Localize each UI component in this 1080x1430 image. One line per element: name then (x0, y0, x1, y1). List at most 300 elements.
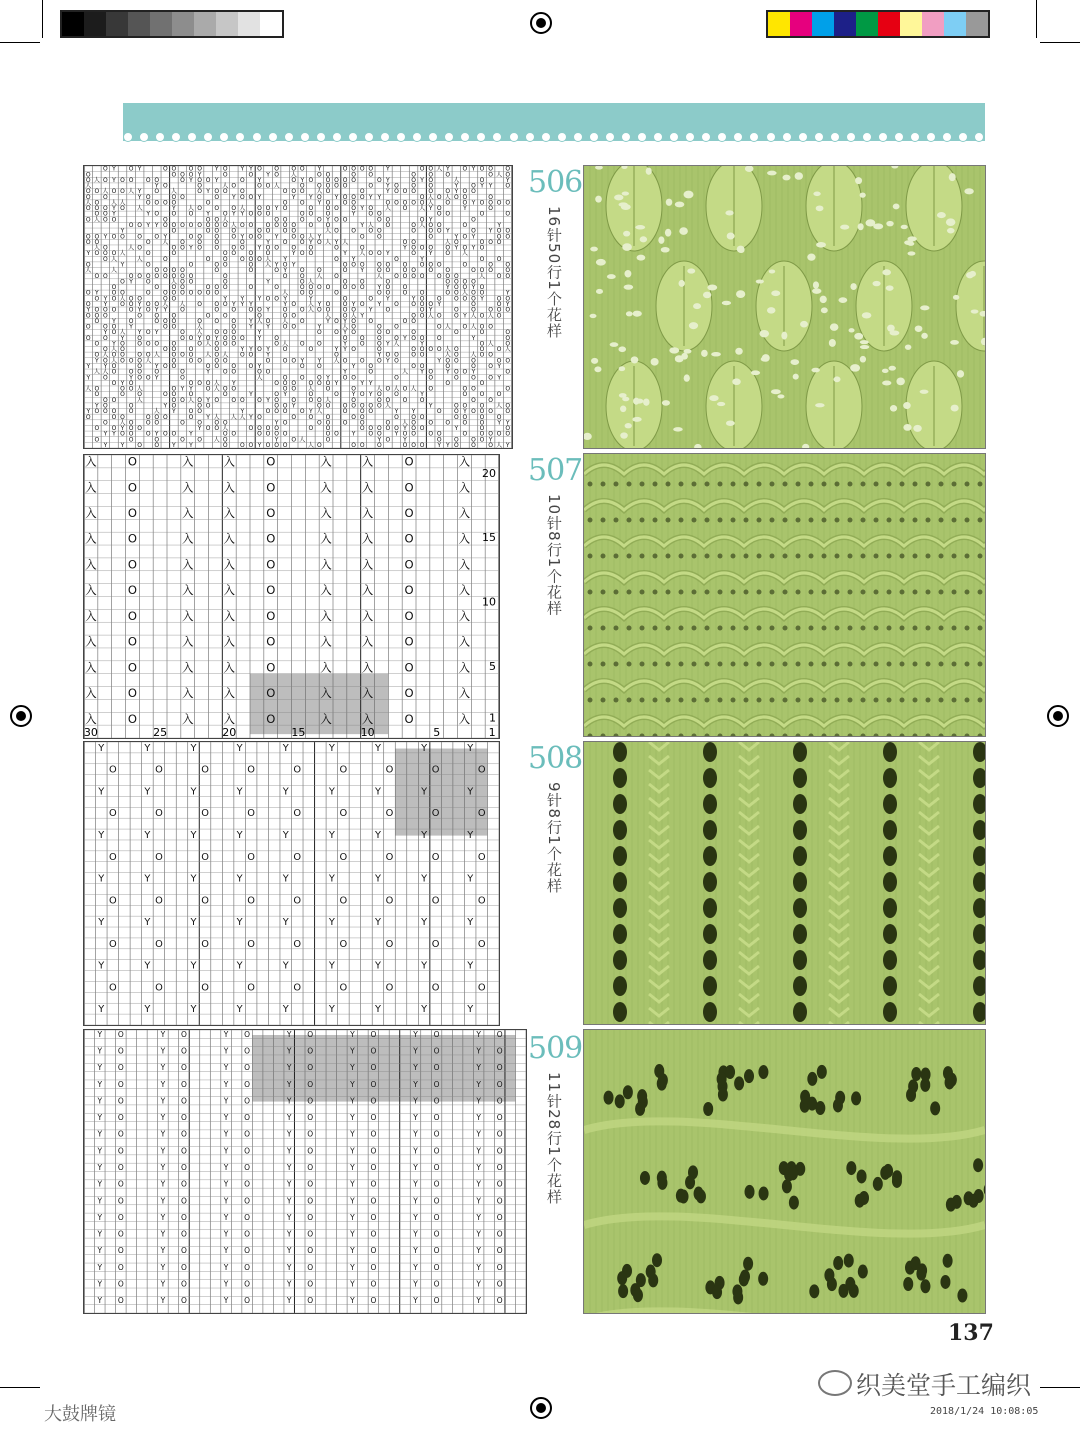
stitch-symbol: O (188, 261, 194, 269)
stitch-symbol: 人 (93, 244, 100, 252)
eyelet (620, 432, 628, 438)
stitch-symbol: O (274, 171, 279, 179)
stitch-symbol: Y (86, 408, 91, 416)
eyelet (795, 172, 803, 180)
stitch-symbol: O (477, 938, 486, 950)
stitch-symbol: 入 (361, 506, 374, 521)
stitch-symbol: Y (454, 244, 459, 252)
stitch-symbol: Y (428, 205, 433, 213)
stitch-symbol: O (317, 306, 322, 314)
stitch-symbol: O (108, 808, 117, 820)
stitch-symbol: Y (467, 1004, 474, 1016)
stitch-symbol: O (231, 205, 237, 213)
stitch-symbol: O (428, 188, 434, 196)
eyelet (835, 662, 840, 667)
stitch-symbol: O (282, 385, 288, 393)
stitch-symbol: Y (223, 1212, 229, 1222)
stitch-symbol: O (265, 357, 271, 365)
stitch-symbol: O (94, 250, 100, 258)
stitch-symbol: 入 (320, 557, 332, 572)
stitch-symbol: O (145, 199, 151, 207)
stitch-symbol: O (404, 455, 414, 469)
stitch-symbol: O (370, 1063, 377, 1073)
stitch-symbol: Y (98, 960, 105, 972)
stitch-symbol: O (197, 205, 202, 213)
eyelet (783, 626, 788, 631)
stitch-symbol: Y (413, 1079, 418, 1089)
stitch-symbol: O (385, 284, 391, 292)
stitch-symbol: O (188, 334, 194, 342)
eyelet (861, 482, 866, 487)
eyelet (731, 698, 736, 703)
eyelet (939, 590, 944, 595)
stitch-symbol: O (419, 295, 425, 303)
stitch-symbol: O (342, 374, 348, 382)
stitch-symbol: 入 (85, 608, 97, 623)
stitch-symbol: O (205, 284, 211, 292)
stitch-symbol: O (94, 436, 100, 444)
stitch-symbol: Y (86, 250, 91, 258)
stitch-symbol: Y (144, 917, 151, 929)
stitch-symbol: O (419, 425, 425, 433)
stitch-symbol: O (214, 363, 220, 371)
eyelet (939, 518, 944, 523)
stitch-symbol: O (496, 1229, 503, 1239)
stitch-symbol: 入 (181, 506, 194, 521)
stitch-symbol: O (453, 436, 459, 444)
stitch-symbol: O (117, 1046, 124, 1056)
stitch-symbol: O (308, 250, 314, 258)
stitch-symbol: O (181, 1030, 187, 1039)
stitch-symbol: O (359, 284, 365, 292)
eyelet (873, 223, 883, 229)
eyelet (978, 662, 983, 667)
eyelet (900, 662, 905, 667)
stitch-symbol: O (244, 1163, 251, 1173)
stitch-symbol: O (496, 1113, 503, 1123)
stitch-symbol: O (247, 982, 256, 994)
stitch-symbol: Y (160, 1146, 166, 1156)
stitch-symbol: O (436, 272, 442, 280)
stitch-symbol: O (248, 425, 254, 433)
stitch-symbol: O (291, 227, 297, 235)
eyelet (920, 1279, 930, 1293)
stitch-symbol: O (239, 396, 245, 404)
stitch-symbol: O (433, 1296, 440, 1306)
eyelet (900, 482, 905, 487)
stitch-symbol: Y (343, 346, 347, 354)
stitch-symbol: Y (231, 379, 236, 387)
stitch-symbol: O (181, 1046, 187, 1056)
stitch-symbol: Y (97, 1046, 103, 1056)
stitch-symbol: O (299, 182, 305, 190)
stitch-symbol: Y (98, 786, 105, 798)
stitch-symbol: O (127, 660, 137, 675)
stitch-symbol: O (471, 289, 476, 297)
stitch-symbol: Y (137, 306, 142, 314)
stitch-symbol: O (181, 1096, 187, 1106)
stitch-symbol: O (171, 402, 177, 410)
eyelet (860, 356, 866, 363)
stitch-symbol: O (282, 306, 288, 314)
stitch-symbol: O (120, 357, 125, 365)
column-label: 30 (84, 726, 98, 738)
eyelet (681, 353, 688, 360)
stitch-symbol: O (462, 385, 468, 393)
stitch-symbol: O (257, 368, 262, 376)
stitch-symbol: 入 (320, 506, 332, 521)
eyelet (782, 1179, 792, 1193)
stitch-symbol: O (120, 188, 125, 196)
stitch-symbol: O (496, 1046, 503, 1056)
crop-mark (1040, 1387, 1080, 1388)
stitch-symbol: O (145, 419, 151, 427)
stitch-symbol: O (94, 238, 100, 246)
stitch-symbol: O (351, 166, 357, 173)
stitch-symbol: O (479, 312, 485, 320)
eyelet (905, 344, 912, 349)
eyelet (822, 590, 827, 595)
stitch-symbol: Y (368, 306, 373, 314)
stitch-symbol: O (171, 295, 177, 303)
eyelet (679, 280, 685, 287)
stitch-symbol: Y (240, 408, 245, 416)
stitch-symbol: O (334, 430, 339, 438)
eyelet (883, 924, 897, 944)
lace-dot (252, 132, 262, 142)
stitch-symbol: O (462, 233, 468, 241)
stitch-symbol: 入 (361, 480, 374, 495)
eyelet (622, 243, 632, 251)
eyelet (965, 518, 970, 523)
stitch-symbol: O (247, 895, 256, 907)
stitch-symbol: O (351, 227, 357, 235)
stitch-symbol: Y (368, 193, 373, 201)
stitch-symbol: Y (129, 374, 133, 382)
eyelet (744, 554, 749, 559)
stitch-symbol: O (445, 250, 451, 258)
stitch-symbol: O (162, 289, 168, 297)
stitch-symbol: O (128, 419, 134, 427)
stitch-symbol: Y (266, 306, 270, 314)
stitch-symbol: O (205, 385, 211, 393)
eyelet (705, 518, 710, 523)
eyelet (893, 204, 900, 210)
stitch-symbol: O (419, 334, 425, 342)
stitch-symbol: O (274, 284, 279, 292)
stitch-symbol: O (120, 351, 125, 359)
eyelet (684, 191, 694, 199)
stitch-symbol: O (436, 210, 442, 218)
stitch-symbol: O (239, 188, 245, 196)
stitch-symbol: Y (154, 374, 159, 382)
stitch-symbol: Y (257, 441, 262, 448)
stitch-symbol: O (431, 895, 440, 907)
stitch-symbol: 人 (376, 385, 383, 393)
stitch-symbol: O (244, 1196, 251, 1206)
stitch-symbol: 人 (136, 385, 143, 393)
stitch-symbol: O (445, 363, 451, 371)
stitch-symbol: O (137, 233, 143, 241)
stitch-symbol: O (127, 711, 137, 726)
stitch-symbol: O (496, 1063, 503, 1073)
stitch-symbol: Y (97, 1212, 103, 1222)
stitch-symbol: O (342, 176, 348, 184)
stitch-symbol: O (154, 436, 160, 444)
stitch-symbol: O (453, 306, 459, 314)
eyelet (857, 1169, 867, 1183)
eyelet (851, 1091, 861, 1105)
stitch-symbol: O (433, 1030, 440, 1039)
stitch-symbol: O (462, 391, 468, 399)
stitch-symbol: O (436, 193, 442, 201)
eyelet (596, 289, 603, 294)
stitch-symbol: 入 (320, 711, 332, 726)
stitch-symbol: O (282, 238, 288, 246)
stitch-symbol: Y (112, 317, 116, 325)
stitch-symbol: O (248, 261, 254, 269)
stitch-symbol: O (307, 1063, 314, 1073)
stitch-symbol: O (244, 1113, 251, 1123)
eyelet (957, 1289, 967, 1303)
stitch-symbol: O (368, 205, 374, 213)
stitch-symbol: O (274, 425, 279, 433)
stitch-symbol: O (145, 193, 151, 201)
eyelet (767, 307, 776, 313)
stitch-symbol: O (428, 171, 434, 179)
stitch-symbol: 人 (427, 199, 434, 207)
stitch-symbol: O (201, 938, 209, 950)
eyelet (887, 626, 892, 631)
stitch-symbol: O (222, 261, 228, 269)
eyelet (916, 1267, 926, 1281)
eyelet (793, 872, 807, 892)
stitch-symbol: Y (350, 1146, 355, 1156)
eyelet (744, 1069, 754, 1083)
eyelet (756, 279, 764, 283)
stitch-symbol: O (94, 385, 100, 393)
stitch-symbol: O (111, 306, 117, 314)
eyelet (666, 554, 671, 559)
stitch-symbol: O (231, 396, 237, 404)
eyelet (770, 626, 775, 631)
stitch-symbol: O (342, 261, 348, 269)
stitch-symbol: O (214, 425, 220, 433)
stitch-symbol: O (488, 363, 493, 371)
eyelet (844, 1254, 854, 1268)
stitch-symbol: O (257, 205, 262, 213)
stitch-symbol: O (342, 295, 348, 303)
stitch-symbol: O (274, 340, 279, 348)
eyelet (939, 482, 944, 487)
eyelet (822, 662, 827, 667)
pattern-caption: 9针8行1个花样 (545, 782, 563, 894)
stitch-symbol: O (505, 430, 511, 438)
stitch-symbol: Y (282, 873, 289, 885)
stitch-symbol: 人 (230, 222, 237, 230)
stitch-symbol: 入 (320, 686, 332, 701)
stitch-symbol: Y (137, 193, 142, 201)
eyelet (861, 590, 866, 595)
stitch-symbol: O (244, 1063, 251, 1073)
stitch-symbol: 人 (419, 222, 426, 230)
stitch-symbol: O (428, 267, 434, 275)
eyelet (613, 820, 627, 840)
stitch-symbol: Y (266, 396, 270, 404)
eyelet (771, 290, 780, 296)
eyelet (848, 554, 853, 559)
eyelet (673, 427, 683, 431)
stitch-symbol: O (307, 1246, 314, 1256)
eyelet (627, 554, 632, 559)
stitch-symbol: O (433, 1196, 440, 1206)
eyelet (625, 423, 632, 428)
stitch-symbol: O (402, 188, 408, 196)
stitch-symbol: Y (189, 385, 193, 393)
stitch-symbol: Y (445, 441, 450, 448)
stitch-symbol: O (188, 222, 194, 230)
stitch-symbol: O (117, 1079, 124, 1089)
stitch-symbol: 入 (181, 686, 194, 701)
eyelet (707, 284, 717, 290)
stitch-symbol: O (205, 402, 211, 410)
stitch-symbol: O (496, 295, 502, 303)
eyelet (815, 403, 824, 407)
stitch-symbol: O (462, 222, 468, 230)
eyelet (705, 554, 710, 559)
stitch-symbol: 入 (458, 583, 471, 598)
stitch-symbol: Y (197, 425, 202, 433)
stitch-symbol: O (205, 176, 211, 184)
eyelet (588, 554, 593, 559)
stitch-symbol: O (436, 346, 442, 354)
eyelet (590, 247, 598, 252)
eyelet (770, 662, 775, 667)
stitch-symbol: Y (360, 267, 365, 275)
lace-dot (589, 132, 599, 142)
stitch-symbol: O (214, 233, 220, 241)
stitch-symbol: O (505, 306, 511, 314)
stitch-symbol: Y (160, 1196, 166, 1206)
eyelet (653, 626, 658, 631)
stitch-symbol: Y (236, 960, 243, 972)
eyelet (757, 554, 762, 559)
lace-dot (492, 132, 502, 142)
eyelet (883, 1164, 893, 1178)
stitch-symbol: O (117, 1246, 124, 1256)
stitch-symbol: 人 (239, 205, 246, 213)
column-label: 10 (360, 726, 375, 738)
eyelet (627, 482, 632, 487)
crop-mark (42, 0, 43, 38)
stitch-symbol: Y (317, 357, 322, 365)
stitch-symbol: O (299, 166, 305, 173)
registration-mark-right (1047, 705, 1069, 727)
stitch-symbol: O (376, 425, 382, 433)
stitch-symbol: O (274, 222, 279, 230)
lace-dot (717, 132, 727, 142)
eyelet (809, 482, 814, 487)
stitch-symbol: O (433, 1146, 440, 1156)
stitch-symbol: O (197, 419, 202, 427)
stitch-symbol: O (117, 1229, 124, 1239)
stitch-symbol: O (85, 323, 91, 331)
stitch-symbol: O (205, 289, 211, 297)
eyelet (769, 269, 775, 273)
stitch-symbol: O (188, 379, 194, 387)
eyelet (809, 626, 814, 631)
stitch-symbol: O (479, 244, 485, 252)
stitch-symbol: O (162, 413, 168, 421)
stitch-symbol: O (411, 222, 416, 230)
row-label: 15 (482, 531, 496, 545)
stitch-symbol: O (351, 413, 357, 421)
stitch-symbol: O (368, 250, 374, 258)
stitch-symbol: O (334, 351, 339, 359)
stitch-symbol: O (317, 193, 322, 201)
stitch-symbol: Y (206, 210, 210, 218)
eyelet (833, 1098, 843, 1112)
eyelet (861, 662, 866, 667)
stitch-symbol: O (479, 402, 485, 410)
eyelet (953, 295, 959, 300)
stitch-symbol: O (257, 166, 262, 173)
stitch-symbol: O (201, 895, 209, 907)
stitch-symbol: O (394, 357, 399, 365)
stitch-symbol: 入 (223, 686, 236, 701)
stitch-symbol: O (496, 1212, 503, 1222)
crop-mark (0, 1387, 40, 1388)
stitch-symbol: O (103, 255, 108, 263)
stitch-symbol: Y (286, 1279, 292, 1289)
eyelet (926, 518, 931, 523)
stitch-symbol: Y (137, 166, 142, 173)
pattern-number: 508 (528, 741, 583, 776)
stitch-symbol: Y (328, 873, 335, 885)
eyelet (854, 333, 863, 340)
stitch-symbol: O (453, 278, 459, 286)
eyelet (732, 378, 741, 385)
eyelet (601, 698, 606, 703)
stitch-symbol: O (127, 634, 137, 649)
stitch-symbol: O (433, 1163, 440, 1173)
stitch-symbol: Y (282, 830, 289, 842)
stitch-symbol: Y (309, 295, 313, 303)
stitch-symbol: O (299, 340, 305, 348)
stitch-symbol: O (171, 272, 177, 280)
stitch-symbol: O (222, 385, 228, 393)
eyelet (900, 554, 905, 559)
stitch-symbol: O (402, 199, 408, 207)
stitch-symbol: Y (343, 250, 347, 258)
eyelet (900, 698, 905, 703)
stitch-symbol: Y (374, 917, 381, 929)
stitch-symbol: O (244, 1179, 251, 1189)
stitch-symbol: O (291, 166, 297, 173)
stitch-symbol: O (471, 363, 476, 371)
stitch-symbol: O (162, 199, 168, 207)
stitch-symbol: Y (283, 255, 287, 263)
stitch-symbol: Y (120, 425, 125, 433)
stitch-symbol: O (239, 441, 245, 448)
stitch-symbol: O (488, 323, 493, 331)
eyelet (588, 518, 593, 523)
eyelet (636, 1273, 646, 1287)
stitch-symbol: O (274, 267, 279, 275)
eyelet (978, 698, 983, 703)
stitch-symbol: O (453, 289, 459, 297)
stitch-symbol: O (85, 216, 91, 224)
